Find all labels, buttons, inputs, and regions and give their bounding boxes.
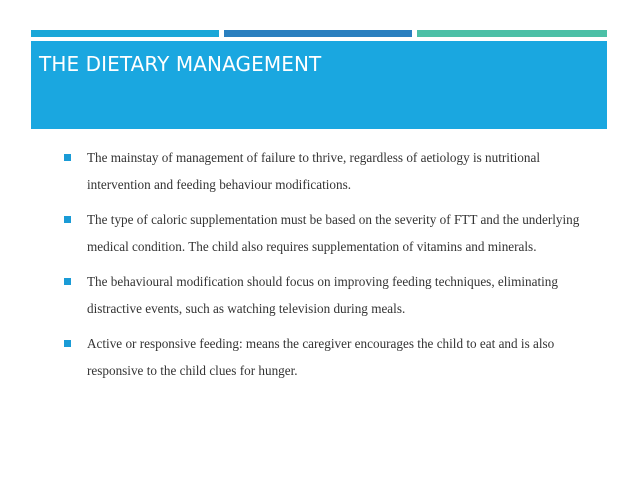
square-bullet-icon	[64, 340, 71, 347]
square-bullet-icon	[64, 278, 71, 285]
square-bullet-icon	[64, 154, 71, 161]
accent-bar-left	[31, 30, 219, 37]
title-band	[31, 41, 607, 129]
bullet-item	[62, 268, 602, 322]
accent-bar-right	[417, 30, 607, 37]
square-bullet-icon	[64, 216, 71, 223]
bullet-item	[62, 144, 602, 198]
accent-bar-middle	[224, 30, 412, 37]
bullet-item	[62, 330, 602, 384]
bullet-text: The type of caloric supplementation must be based on the severity of FTT and the underlying medical condition. The child also requires supplementation of vitamins and minerals.	[87, 212, 580, 254]
slide-title: THE DIETARY MANAGEMENT	[39, 52, 322, 76]
bullet-item	[62, 206, 602, 260]
bullet-text: Active or responsive feeding: means the caregiver encourages the child to eat and is also responsive to the child clues for hunger.	[87, 336, 555, 378]
bullet-list	[62, 144, 602, 392]
bullet-text: The behavioural modification should focus on improving feeding techniques, eliminating distractive events, such as watching television during meals.	[87, 274, 558, 316]
bullet-text: The mainstay of management of failure to thrive, regardless of aetiology is nutritional intervention and feeding behaviour modifications.	[87, 150, 540, 192]
